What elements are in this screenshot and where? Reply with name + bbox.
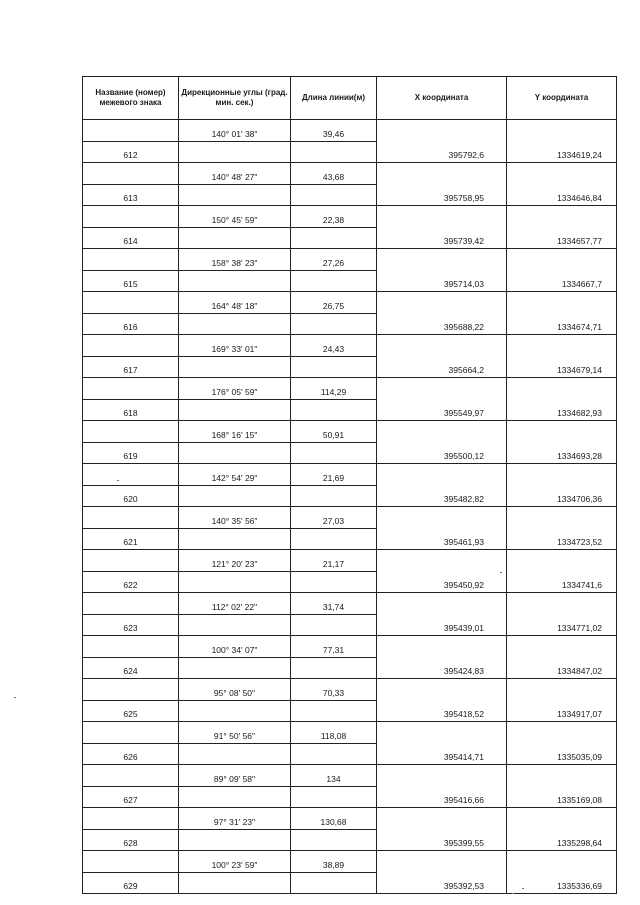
- cell-line-length: [291, 571, 377, 593]
- cell-y-coordinate: [507, 206, 617, 228]
- table-row-segment: [83, 464, 617, 486]
- table-row-point: [83, 786, 617, 808]
- cell-y-coordinate: [507, 163, 617, 185]
- cell-x-coordinate: [377, 636, 507, 658]
- cell-x-coordinate: [377, 163, 507, 185]
- cell-direction-angle: [179, 829, 291, 851]
- table-row-point: [83, 442, 617, 464]
- cell-point-name: [83, 120, 179, 142]
- cell-y-coordinate: 1335336,69: [507, 872, 617, 894]
- cell-y-coordinate: [507, 464, 617, 486]
- cell-y-coordinate: 1334693,28: [507, 442, 617, 464]
- cell-direction-angle: [179, 786, 291, 808]
- table-row-segment: [83, 378, 617, 400]
- cell-direction-angle: [179, 614, 291, 636]
- cell-line-length: [291, 829, 377, 851]
- cell-point-name: 628: [83, 829, 179, 851]
- cell-direction-angle: [179, 141, 291, 163]
- cell-line-length: [291, 313, 377, 335]
- cell-direction-angle: [179, 442, 291, 464]
- cell-line-length: 43,68: [291, 163, 377, 185]
- cell-y-coordinate: 1334917,07: [507, 700, 617, 722]
- table-row-point: [83, 657, 617, 679]
- cell-direction-angle: [179, 270, 291, 292]
- cell-direction-angle: 100° 34' 07": [179, 636, 291, 658]
- cell-line-length: 31,74: [291, 593, 377, 615]
- cell-y-coordinate: 1334741,6: [507, 571, 617, 593]
- table-row-segment: [83, 120, 617, 142]
- cell-x-coordinate: [377, 378, 507, 400]
- cell-line-length: [291, 743, 377, 765]
- cell-x-coordinate: [377, 335, 507, 357]
- cell-x-coordinate: [377, 249, 507, 271]
- table-row-segment: [83, 722, 617, 744]
- table-body: [83, 120, 617, 894]
- cell-point-name: 625: [83, 700, 179, 722]
- cell-point-name: 623: [83, 614, 179, 636]
- table-row-point: [83, 528, 617, 550]
- cell-line-length: 70,33: [291, 679, 377, 701]
- cell-line-length: 22,38: [291, 206, 377, 228]
- table-row-segment: [83, 335, 617, 357]
- cell-point-name: [83, 808, 179, 830]
- cell-point-name: [83, 249, 179, 271]
- cell-y-coordinate: [507, 507, 617, 529]
- table-row-point: [83, 184, 617, 206]
- table-row-point: [83, 700, 617, 722]
- header-y-coordinate: Y координата: [507, 77, 617, 120]
- table-row-segment: [83, 163, 617, 185]
- cell-x-coordinate: 395399,55: [377, 829, 507, 851]
- cell-line-length: 27,03: [291, 507, 377, 529]
- cell-point-name: [83, 464, 179, 486]
- cell-y-coordinate: 1334682,93: [507, 399, 617, 421]
- cell-line-length: [291, 227, 377, 249]
- cell-y-coordinate: [507, 378, 617, 400]
- cell-point-name: 615: [83, 270, 179, 292]
- cell-x-coordinate: 395792,6: [377, 141, 507, 163]
- cell-point-name: 624: [83, 657, 179, 679]
- scan-speck: [500, 572, 502, 573]
- table-row-point: [83, 614, 617, 636]
- table-row-point: [83, 399, 617, 421]
- cell-y-coordinate: [507, 292, 617, 314]
- scan-speck: [117, 480, 119, 481]
- cell-direction-angle: 176° 05' 59": [179, 378, 291, 400]
- cell-direction-angle: [179, 356, 291, 378]
- cell-y-coordinate: 1334706,36: [507, 485, 617, 507]
- cell-line-length: [291, 442, 377, 464]
- cell-point-name: 627: [83, 786, 179, 808]
- cell-direction-angle: 100° 23' 59": [179, 851, 291, 873]
- header-point-name: Название (номер) межевого знака: [83, 77, 179, 120]
- cell-y-coordinate: 1334847,02: [507, 657, 617, 679]
- cell-direction-angle: [179, 485, 291, 507]
- cell-point-name: [83, 206, 179, 228]
- table-row-point: [83, 227, 617, 249]
- cell-point-name: [83, 507, 179, 529]
- cell-line-length: 134: [291, 765, 377, 787]
- cell-direction-angle: [179, 743, 291, 765]
- cell-x-coordinate: 395416,66: [377, 786, 507, 808]
- cell-point-name: [83, 378, 179, 400]
- header-x-coordinate: X координата: [377, 77, 507, 120]
- cell-direction-angle: [179, 700, 291, 722]
- cell-direction-angle: 112° 02' 22": [179, 593, 291, 615]
- cell-y-coordinate: [507, 550, 617, 572]
- cell-line-length: [291, 184, 377, 206]
- scan-speck: [522, 888, 524, 889]
- cell-x-coordinate: [377, 679, 507, 701]
- cell-y-coordinate: [507, 421, 617, 443]
- table-row-segment: [83, 593, 617, 615]
- cell-direction-angle: 142° 54' 29": [179, 464, 291, 486]
- scan-speck: [512, 893, 514, 894]
- table-row-point: [83, 485, 617, 507]
- table-row-segment: [83, 206, 617, 228]
- header-line-length: Длина линии(м): [291, 77, 377, 120]
- cell-direction-angle: 140° 01' 38": [179, 120, 291, 142]
- cell-direction-angle: 95° 08' 50": [179, 679, 291, 701]
- cell-direction-angle: 121° 20' 23": [179, 550, 291, 572]
- cell-x-coordinate: 395714,03: [377, 270, 507, 292]
- cell-x-coordinate: [377, 722, 507, 744]
- cell-line-length: 38,89: [291, 851, 377, 873]
- cell-line-length: 77,31: [291, 636, 377, 658]
- table-row-point: [83, 356, 617, 378]
- cell-point-name: [83, 593, 179, 615]
- table-row-segment: [83, 636, 617, 658]
- table-row-point: [83, 313, 617, 335]
- cell-direction-angle: 158° 38' 23": [179, 249, 291, 271]
- cell-line-length: 21,17: [291, 550, 377, 572]
- cell-point-name: 619: [83, 442, 179, 464]
- cell-direction-angle: [179, 399, 291, 421]
- cell-line-length: 130,68: [291, 808, 377, 830]
- cell-direction-angle: 97° 31' 23": [179, 808, 291, 830]
- cell-line-length: [291, 141, 377, 163]
- cell-line-length: 114,29: [291, 378, 377, 400]
- cell-line-length: [291, 399, 377, 421]
- header-row: [83, 77, 617, 120]
- cell-line-length: [291, 614, 377, 636]
- cell-y-coordinate: 1334723,52: [507, 528, 617, 550]
- cell-line-length: 39,46: [291, 120, 377, 142]
- cell-x-coordinate: 395392,53: [377, 872, 507, 894]
- cell-x-coordinate: 395439,01: [377, 614, 507, 636]
- cell-direction-angle: [179, 313, 291, 335]
- boundary-points-table: [82, 76, 617, 894]
- cell-direction-angle: [179, 227, 291, 249]
- cell-y-coordinate: [507, 335, 617, 357]
- cell-line-length: 26,75: [291, 292, 377, 314]
- table-row-point: [83, 141, 617, 163]
- cell-direction-angle: 150° 45' 59": [179, 206, 291, 228]
- cell-line-length: [291, 657, 377, 679]
- cell-x-coordinate: [377, 851, 507, 873]
- cell-direction-angle: 168° 16' 15": [179, 421, 291, 443]
- cell-y-coordinate: 1335298,64: [507, 829, 617, 851]
- cell-y-coordinate: [507, 593, 617, 615]
- cell-point-name: [83, 636, 179, 658]
- table-row-segment: [83, 249, 617, 271]
- table-row-segment: [83, 507, 617, 529]
- cell-y-coordinate: [507, 851, 617, 873]
- cell-direction-angle: 89° 09' 58": [179, 765, 291, 787]
- cell-y-coordinate: 1335035,09: [507, 743, 617, 765]
- table-row-segment: [83, 421, 617, 443]
- table-row-point: [83, 270, 617, 292]
- cell-y-coordinate: 1334679,14: [507, 356, 617, 378]
- cell-y-coordinate: 1334657,77: [507, 227, 617, 249]
- cell-x-coordinate: [377, 120, 507, 142]
- table-row-point: [83, 829, 617, 851]
- cell-point-name: [83, 851, 179, 873]
- table-row-point: [83, 571, 617, 593]
- cell-direction-angle: [179, 872, 291, 894]
- table-header: [83, 77, 617, 120]
- cell-y-coordinate: 1334771,02: [507, 614, 617, 636]
- table-row-segment: [83, 550, 617, 572]
- cell-line-length: 118,08: [291, 722, 377, 744]
- cell-point-name: [83, 421, 179, 443]
- cell-point-name: [83, 765, 179, 787]
- cell-x-coordinate: 395424,83: [377, 657, 507, 679]
- cell-point-name: 617: [83, 356, 179, 378]
- cell-point-name: 626: [83, 743, 179, 765]
- cell-line-length: 27,26: [291, 249, 377, 271]
- cell-point-name: [83, 679, 179, 701]
- cell-x-coordinate: 395664,2: [377, 356, 507, 378]
- cell-point-name: [83, 550, 179, 572]
- cell-x-coordinate: [377, 206, 507, 228]
- cell-point-name: 629: [83, 872, 179, 894]
- cell-x-coordinate: 395739,42: [377, 227, 507, 249]
- cell-line-length: [291, 872, 377, 894]
- table-row-segment: [83, 292, 617, 314]
- cell-y-coordinate: 1334619,24: [507, 141, 617, 163]
- cell-y-coordinate: 1335169,08: [507, 786, 617, 808]
- cell-y-coordinate: [507, 722, 617, 744]
- cell-x-coordinate: [377, 593, 507, 615]
- cell-line-length: 24,43: [291, 335, 377, 357]
- cell-direction-angle: 169° 33' 01": [179, 335, 291, 357]
- cell-y-coordinate: 1334674,71: [507, 313, 617, 335]
- cell-line-length: [291, 485, 377, 507]
- cell-point-name: 612: [83, 141, 179, 163]
- cell-direction-angle: [179, 184, 291, 206]
- cell-point-name: [83, 335, 179, 357]
- cell-x-coordinate: [377, 550, 507, 572]
- cell-y-coordinate: [507, 636, 617, 658]
- cell-point-name: 614: [83, 227, 179, 249]
- cell-direction-angle: 140° 48' 27": [179, 163, 291, 185]
- cell-x-coordinate: [377, 808, 507, 830]
- cell-line-length: [291, 700, 377, 722]
- cell-x-coordinate: 395688,22: [377, 313, 507, 335]
- cell-point-name: 613: [83, 184, 179, 206]
- table-row-point: [83, 743, 617, 765]
- table-row-segment: [83, 765, 617, 787]
- cell-x-coordinate: [377, 765, 507, 787]
- cell-point-name: 618: [83, 399, 179, 421]
- cell-point-name: [83, 163, 179, 185]
- cell-direction-angle: [179, 657, 291, 679]
- cell-direction-angle: 140° 35' 56": [179, 507, 291, 529]
- cell-direction-angle: [179, 571, 291, 593]
- cell-y-coordinate: [507, 765, 617, 787]
- cell-line-length: [291, 786, 377, 808]
- cell-point-name: [83, 292, 179, 314]
- cell-direction-angle: 164° 48' 18": [179, 292, 291, 314]
- cell-x-coordinate: [377, 507, 507, 529]
- cell-x-coordinate: 395461,93: [377, 528, 507, 550]
- cell-y-coordinate: [507, 679, 617, 701]
- cell-point-name: 622: [83, 571, 179, 593]
- cell-y-coordinate: [507, 808, 617, 830]
- cell-x-coordinate: 395549,97: [377, 399, 507, 421]
- table-row-segment: [83, 679, 617, 701]
- cell-x-coordinate: 395450,92: [377, 571, 507, 593]
- scan-speck: [14, 697, 16, 698]
- cell-y-coordinate: [507, 120, 617, 142]
- cell-x-coordinate: [377, 421, 507, 443]
- table-row-segment: [83, 808, 617, 830]
- table-row-point: [83, 872, 617, 894]
- cell-line-length: 50,91: [291, 421, 377, 443]
- cell-x-coordinate: [377, 464, 507, 486]
- cell-direction-angle: 91° 50' 56": [179, 722, 291, 744]
- cell-line-length: [291, 356, 377, 378]
- cell-direction-angle: [179, 528, 291, 550]
- cell-line-length: [291, 270, 377, 292]
- cell-x-coordinate: 395414,71: [377, 743, 507, 765]
- cell-point-name: 616: [83, 313, 179, 335]
- cell-x-coordinate: [377, 292, 507, 314]
- cell-y-coordinate: 1334667,7: [507, 270, 617, 292]
- header-direction-angle: Дирекционные углы (град. мин. сек.): [179, 77, 291, 120]
- cell-x-coordinate: 395500,12: [377, 442, 507, 464]
- cell-line-length: 21,69: [291, 464, 377, 486]
- cell-point-name: 620: [83, 485, 179, 507]
- cell-point-name: [83, 722, 179, 744]
- cell-y-coordinate: 1334646,84: [507, 184, 617, 206]
- cell-y-coordinate: [507, 249, 617, 271]
- cell-x-coordinate: 395758,95: [377, 184, 507, 206]
- cell-x-coordinate: 395418,52: [377, 700, 507, 722]
- table-row-segment: [83, 851, 617, 873]
- cell-point-name: 621: [83, 528, 179, 550]
- cell-x-coordinate: 395482,82: [377, 485, 507, 507]
- cell-line-length: [291, 528, 377, 550]
